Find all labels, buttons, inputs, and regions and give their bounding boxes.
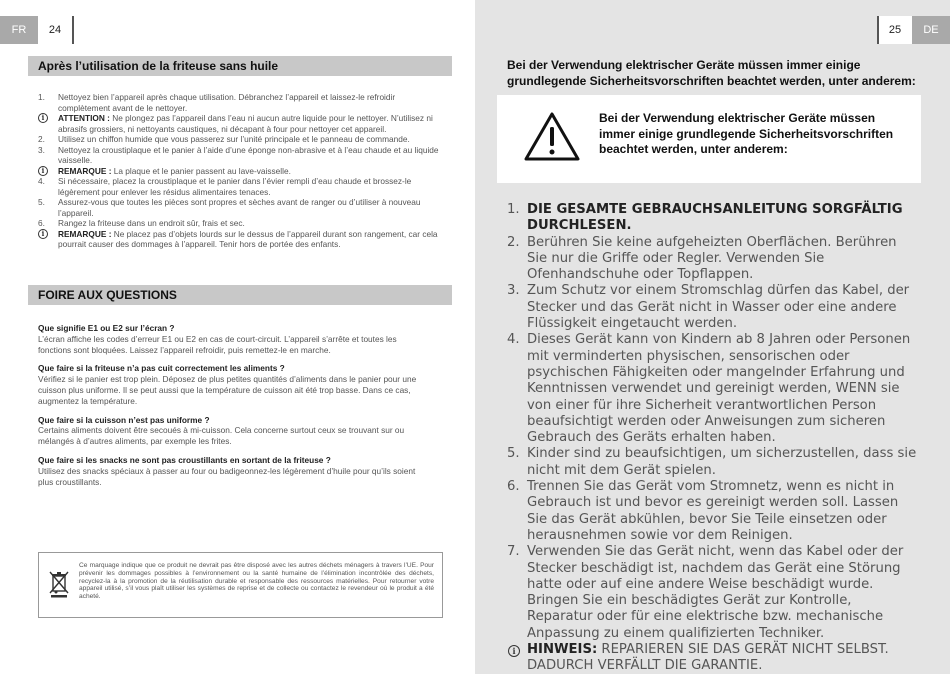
note-text: REPARIEREN SIE DAS GERÄT NICHT SELBST. DADURCH VERFÄLLT DIE GARANTIE. <box>527 642 889 674</box>
faq-answer: L’écran affiche les codes d’erreur E1 ou E2 en cas de court-circuit. L’appareil s’arrête et toutes les fonctions sont bloquées. Laissez l’appareil refroidir, puis remettez-le en marche. <box>38 333 397 355</box>
faq-question: Que faire si la friteuse n’a pas cuit correctement les aliments ? <box>38 363 285 374</box>
page-number-left: 24 <box>38 16 72 44</box>
item-text: Zum Schutz vor einem Stromschlag dürfen das Kabel, der Stecker und das Gerät nicht in Wasser oder eine andere Flüssigkeit eingetaucht werden. <box>527 283 910 332</box>
item-text: Dieses Gerät kann von Kindern ab 8 Jahren oder Personen mit verminderten physischen, sensorischen oder psychischen Fähigkeiten oder mangelnder Erfahrung und Kenntnissen verwendet und gereinigt werden, WENN sie von einer für ihre Sicherheit verantwortlichen Person beaufsichtigt werden oder Anweisungen zum sicheren Gebrauch des Geräts erhalten haben. <box>527 332 911 446</box>
step-number: 5. <box>38 197 45 207</box>
step-number: 3. <box>38 144 45 155</box>
info-icon: i <box>508 645 520 657</box>
step-number: 4. <box>38 176 45 186</box>
weee-notice-box <box>38 552 443 618</box>
cleaning-steps-list <box>38 92 443 250</box>
safety-item <box>507 235 917 284</box>
note-item <box>38 229 443 250</box>
step-text: La plaque et le panier passent au lave-vaisselle. <box>111 165 291 176</box>
info-icon: i <box>38 229 48 239</box>
item-number: 2. <box>507 234 520 250</box>
lang-tab-fr: FR <box>0 16 38 44</box>
safety-item <box>507 544 917 642</box>
faq-answer: Vérifiez si le panier est trop plein. Déposez de plus petites quantités d’aliments dans le panier pour une cuisson plus uniforme. Il se peut aussi que la température de cuisson ait été trop basse. Dans ce cas, augmentez la température. <box>38 374 417 406</box>
step-item <box>38 134 443 145</box>
safety-intro-heading: Bei der Verwendung elektrischer Geräte müssen immer einige grundlegende Sicherheitsvorschriften beachtet werden, unter anderem: <box>507 58 916 88</box>
faq-list <box>38 323 428 495</box>
item-number: 5. <box>507 446 520 462</box>
divider-line <box>72 16 74 44</box>
step-text: Nettoyez la croustiplaque et le panier à l’aide d’une éponge non-abrasive et à l’eau chaude et au liquide vaisselle. <box>58 144 439 165</box>
warning-box <box>497 95 921 183</box>
step-number: 6. <box>38 218 45 228</box>
note-label: HINWEIS: <box>527 642 598 658</box>
safety-item <box>507 202 917 235</box>
item-text: Verwenden Sie das Gerät nicht, wenn das Kabel oder der Stecker beschädigt ist, nachdem das Gerät eine Störung hatte oder auf eine andere Weise beschädigt wurde. Bringen Sie ein beschädigtes Gerät zur Kontrolle, Reparatur oder für eine elektrische bzw. mechanische Anpassung zu einem qualifizierten Techniker. <box>527 544 904 641</box>
step-text: Utilisez un chiffon humide que vous passerez sur l’unité principale et le panneau de commande. <box>58 134 410 144</box>
note-item <box>38 113 443 134</box>
info-icon: i <box>38 166 48 176</box>
step-item <box>38 218 443 229</box>
warning-triangle-icon <box>523 111 581 163</box>
lang-tab-de: DE <box>912 16 950 44</box>
note-item <box>38 166 443 177</box>
crossed-bin-icon <box>49 570 69 598</box>
faq-question: Que faire si les snacks ne sont pas croustillants en sortant de la friteuse ? <box>38 454 331 465</box>
step-text: Ne plongez pas l’appareil dans l’eau ni aucun autre liquide pour le nettoyer. N’utilisez ni abrasifs grossiers, ni nettoyants caustiques, ni décapant à four pour nettoyer cet appareil. <box>58 113 433 134</box>
note-label: ATTENTION : <box>58 113 110 123</box>
item-number: 1. <box>507 202 520 217</box>
warning-text: Bei der Verwendung elektrischer Geräte müssen immer einige grundlegende Sicherheitsvorschriften beachtet werden, unter anderem: <box>599 111 894 156</box>
item-number: 7. <box>507 544 520 560</box>
item-text: Kinder sind zu beaufsichtigen, um sicherzustellen, dass sie nicht mit dem Gerät spielen. <box>527 446 917 478</box>
faq-answer: Utilisez des snacks spéciaux à passer au four ou badigeonnez-les légèrement d’huile pour qu’ils soient plus croustillants. <box>38 465 416 487</box>
section-title-after-use: Après l’utilisation de la friteuse sans huile <box>28 56 452 76</box>
left-page <box>0 0 475 674</box>
info-icon: i <box>38 113 48 123</box>
item-text: Trennen Sie das Gerät vom Stromnetz, wenn es nicht in Gebrauch ist und bevor es gereinigt werden soll. Lassen Sie das Gerät abkühlen, bevor Sie Teile einsetzen oder herausnehmen sowie vor dem Reinigen. <box>527 479 899 543</box>
step-text: Ne placez pas d’objets lourds sur le dessus de l’appareil durant son rangement, car cela pourrait causer des dommages à l’appareil. Tenir hors de portée des enfants. <box>58 228 438 249</box>
safety-item <box>507 283 917 332</box>
step-number: 1. <box>38 92 45 102</box>
item-number: 3. <box>507 283 520 299</box>
page-number-right: 25 <box>878 16 912 44</box>
step-text: Rangez la friteuse dans un endroit sûr, frais et sec. <box>58 218 245 228</box>
faq-question: Que signifie E1 ou E2 sur l’écran ? <box>38 323 175 333</box>
faq-question: Que faire si la cuisson n’est pas uniforme ? <box>38 414 210 425</box>
safety-instructions-list <box>507 202 917 675</box>
step-item <box>38 176 443 197</box>
item-text: Berühren Sie keine aufgeheizten Oberflächen. Berühren Sie nur die Griffe oder Regler. Verwenden Sie Ofenhandschuhe oder Topflappen. <box>527 234 897 283</box>
section-title-faq: FOIRE AUX QUESTIONS <box>28 285 452 305</box>
note-label: REMARQUE : <box>58 228 112 239</box>
item-number: 6. <box>507 479 520 495</box>
item-text: DIE GESAMTE GEBRAUCHSANLEITUNG SORGFÄLTIG DURCHLESEN. <box>527 202 903 234</box>
step-item <box>38 197 443 218</box>
step-text: Si nécessaire, placez la croustiplaque et le panier dans l’évier rempli d’eau chaude et brossez-le légèrement pour enlever les résidus alimentaires tenaces. <box>58 176 412 197</box>
faq-answer: Certains aliments doivent être secoués à mi-cuisson. Cela concerne surtout ceux se trouvant sur ou mélangés à d’autres aliments, par exemple les frites. <box>38 425 405 447</box>
weee-notice-text: Ce marquage indique que ce produit ne devrait pas être disposé avec les autres déchets ménagers à travers l’UE. Pour prévenir les dommages possibles à l’environnement ou la santé humaine de l’élimination incontrôlée des déchets, recyclez-la à la promotion de la réutilisation durable et responsable des ressources matérielles. Pour retourner votre appareil utilisé, s’il vous plaît utiliser les systèmes de reprise et de collecte ou contactez le revendeur où le produit a été acheté. <box>79 562 434 601</box>
safety-item <box>507 446 917 479</box>
safety-item <box>507 479 917 544</box>
step-item <box>38 145 443 166</box>
note-label: REMARQUE : <box>58 165 112 176</box>
step-number: 2. <box>38 134 45 144</box>
step-text: Nettoyez bien l’appareil après chaque utilisation. Débranchez l’appareil et laissez-le refroidir complètement avant de le nettoyer. <box>58 92 396 113</box>
note-item <box>507 642 917 675</box>
safety-item <box>507 332 917 446</box>
divider-line <box>877 16 879 44</box>
step-text: Assurez-vous que toutes les pièces sont propres et sèches avant de ranger ou d’utiliser à nouveau l’appareil. <box>58 197 421 218</box>
step-item <box>38 92 443 113</box>
item-number: 4. <box>507 332 520 348</box>
